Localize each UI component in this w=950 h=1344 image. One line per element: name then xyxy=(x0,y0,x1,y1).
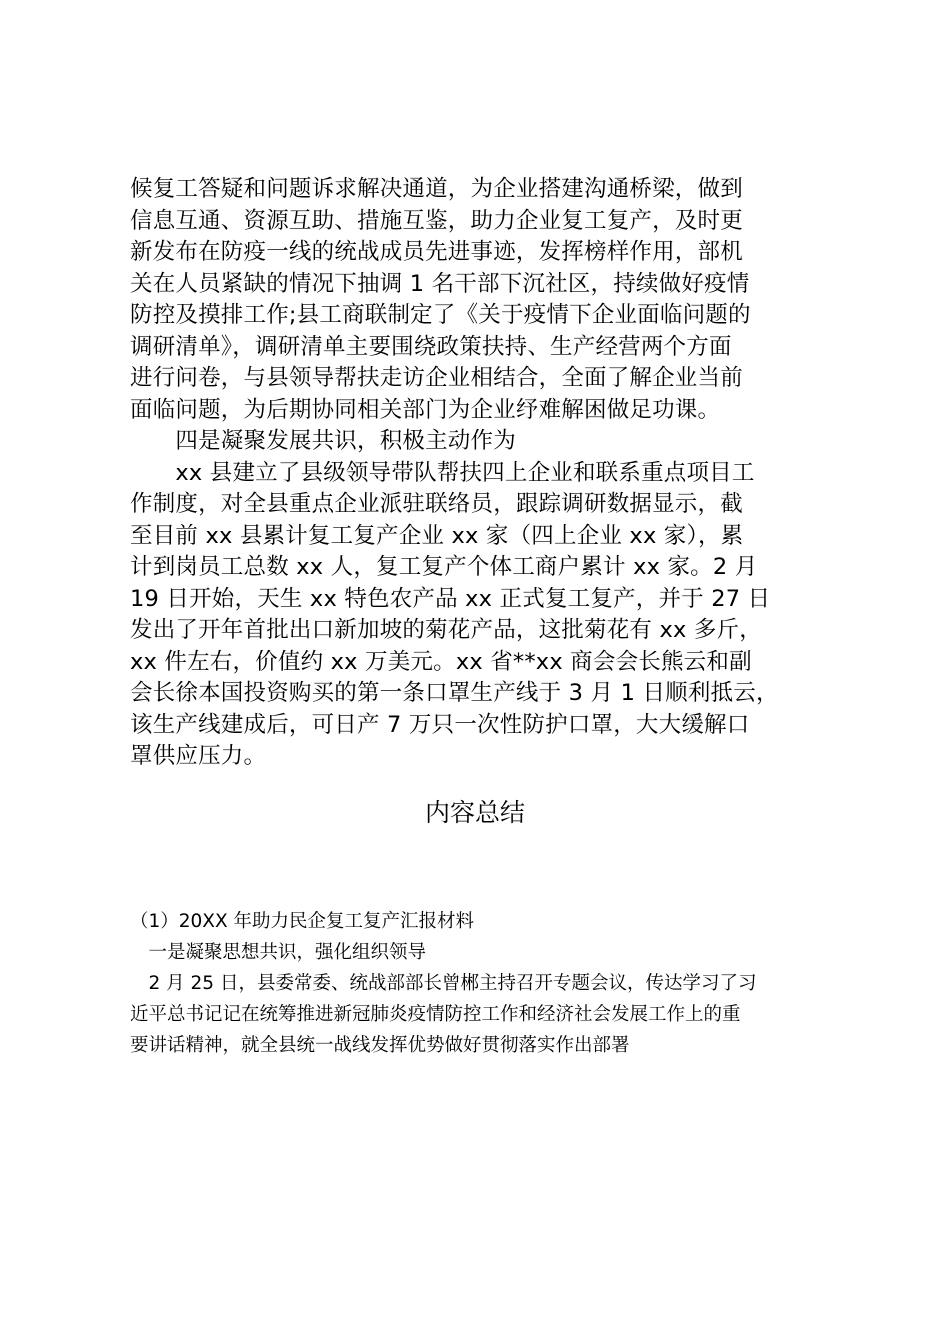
summary-line: 一是凝聚思想共识，强化组织领导 xyxy=(130,942,427,963)
text-line: xx 县建立了县级领导带队帮扶四上企业和联系重点项目工 xyxy=(130,459,755,486)
text-line: 候复工答疑和问题诉求解决通道，为企业搭建沟通桥梁，做到 xyxy=(130,176,743,202)
text-line: 进行问卷，与县领导帮扶走访企业相结合，全面了解企业当前 xyxy=(130,365,743,391)
text-line: xx 件左右，价值约 xx 万美元。xx 省**xx 商会会长熊云和副 xyxy=(130,648,752,675)
summary-section xyxy=(130,906,830,1061)
summary-line: 2 月 25 日，县委常委、统战部部长曾郴主持召开专题会议，传达学习了习 xyxy=(130,973,757,994)
summary-title: 内容总结 xyxy=(424,798,525,827)
text-line: 至目前 xx 县累计复工复产企业 xx 家（四上企业 xx 家），累 xyxy=(130,522,744,549)
summary-line: 近平总书记记在统筹推进新冠肺炎疫情防控工作和经济社会发展工作上的重 xyxy=(130,1004,741,1025)
section-heading: 四是凝聚发展共识，积极主动作为 xyxy=(130,428,516,454)
text-line: 会长徐本国投资购买的第一条口罩生产线于 3 月 1 日顺利抵云， xyxy=(130,680,779,706)
text-line: 作制度，对全县重点企业派驻联络员，跟踪调研数据显示，截 xyxy=(130,491,743,517)
text-line: 调研清单》，调研清单主要围绕政策扶持、生产经营两个方面 xyxy=(130,333,732,360)
text-line: 信息互通、资源互助、措施互鉴，助力企业复工复产，及时更 xyxy=(130,207,743,234)
summary-line: （1）20XX 年助力民企复工复产汇报材料 xyxy=(130,911,475,932)
summary-line: 要讲话精神，就全县统一战线发挥优势做好贯彻落实作出部署 xyxy=(130,1035,630,1056)
text-line: 该生产线建成后，可日产 7 万只一次性防护口罩，大大缓解口 xyxy=(130,711,750,738)
text-line: 新发布在防疫一线的统战成员先进事迹，发挥榜样作用，部机 xyxy=(130,239,743,265)
text-line: 面临问题，为后期协同相关部门为企业纾难解困做足功课。 xyxy=(130,396,721,423)
text-line: 19 日开始，天生 xx 特色农产品 xx 正式复工复产，并于 27 日 xyxy=(130,585,771,612)
text-line: 发出了开年首批出口新加坡的菊花产品，这批菊花有 xx 多斤， xyxy=(130,617,762,643)
body-paragraphs xyxy=(130,174,830,773)
text-line: 罩供应压力。 xyxy=(130,743,267,769)
text-line: 计到岗员工总数 xx 人，复工复产个体工商户累计 xx 家。2 月 xyxy=(130,554,758,580)
text-line: 防控及摸排工作;县工商联制定了《关于疫情下企业面临问题的 xyxy=(130,302,751,328)
text-line: 关在人员紧缺的情况下抽调 1 名干部下沉社区，持续做好疫情 xyxy=(130,270,750,297)
